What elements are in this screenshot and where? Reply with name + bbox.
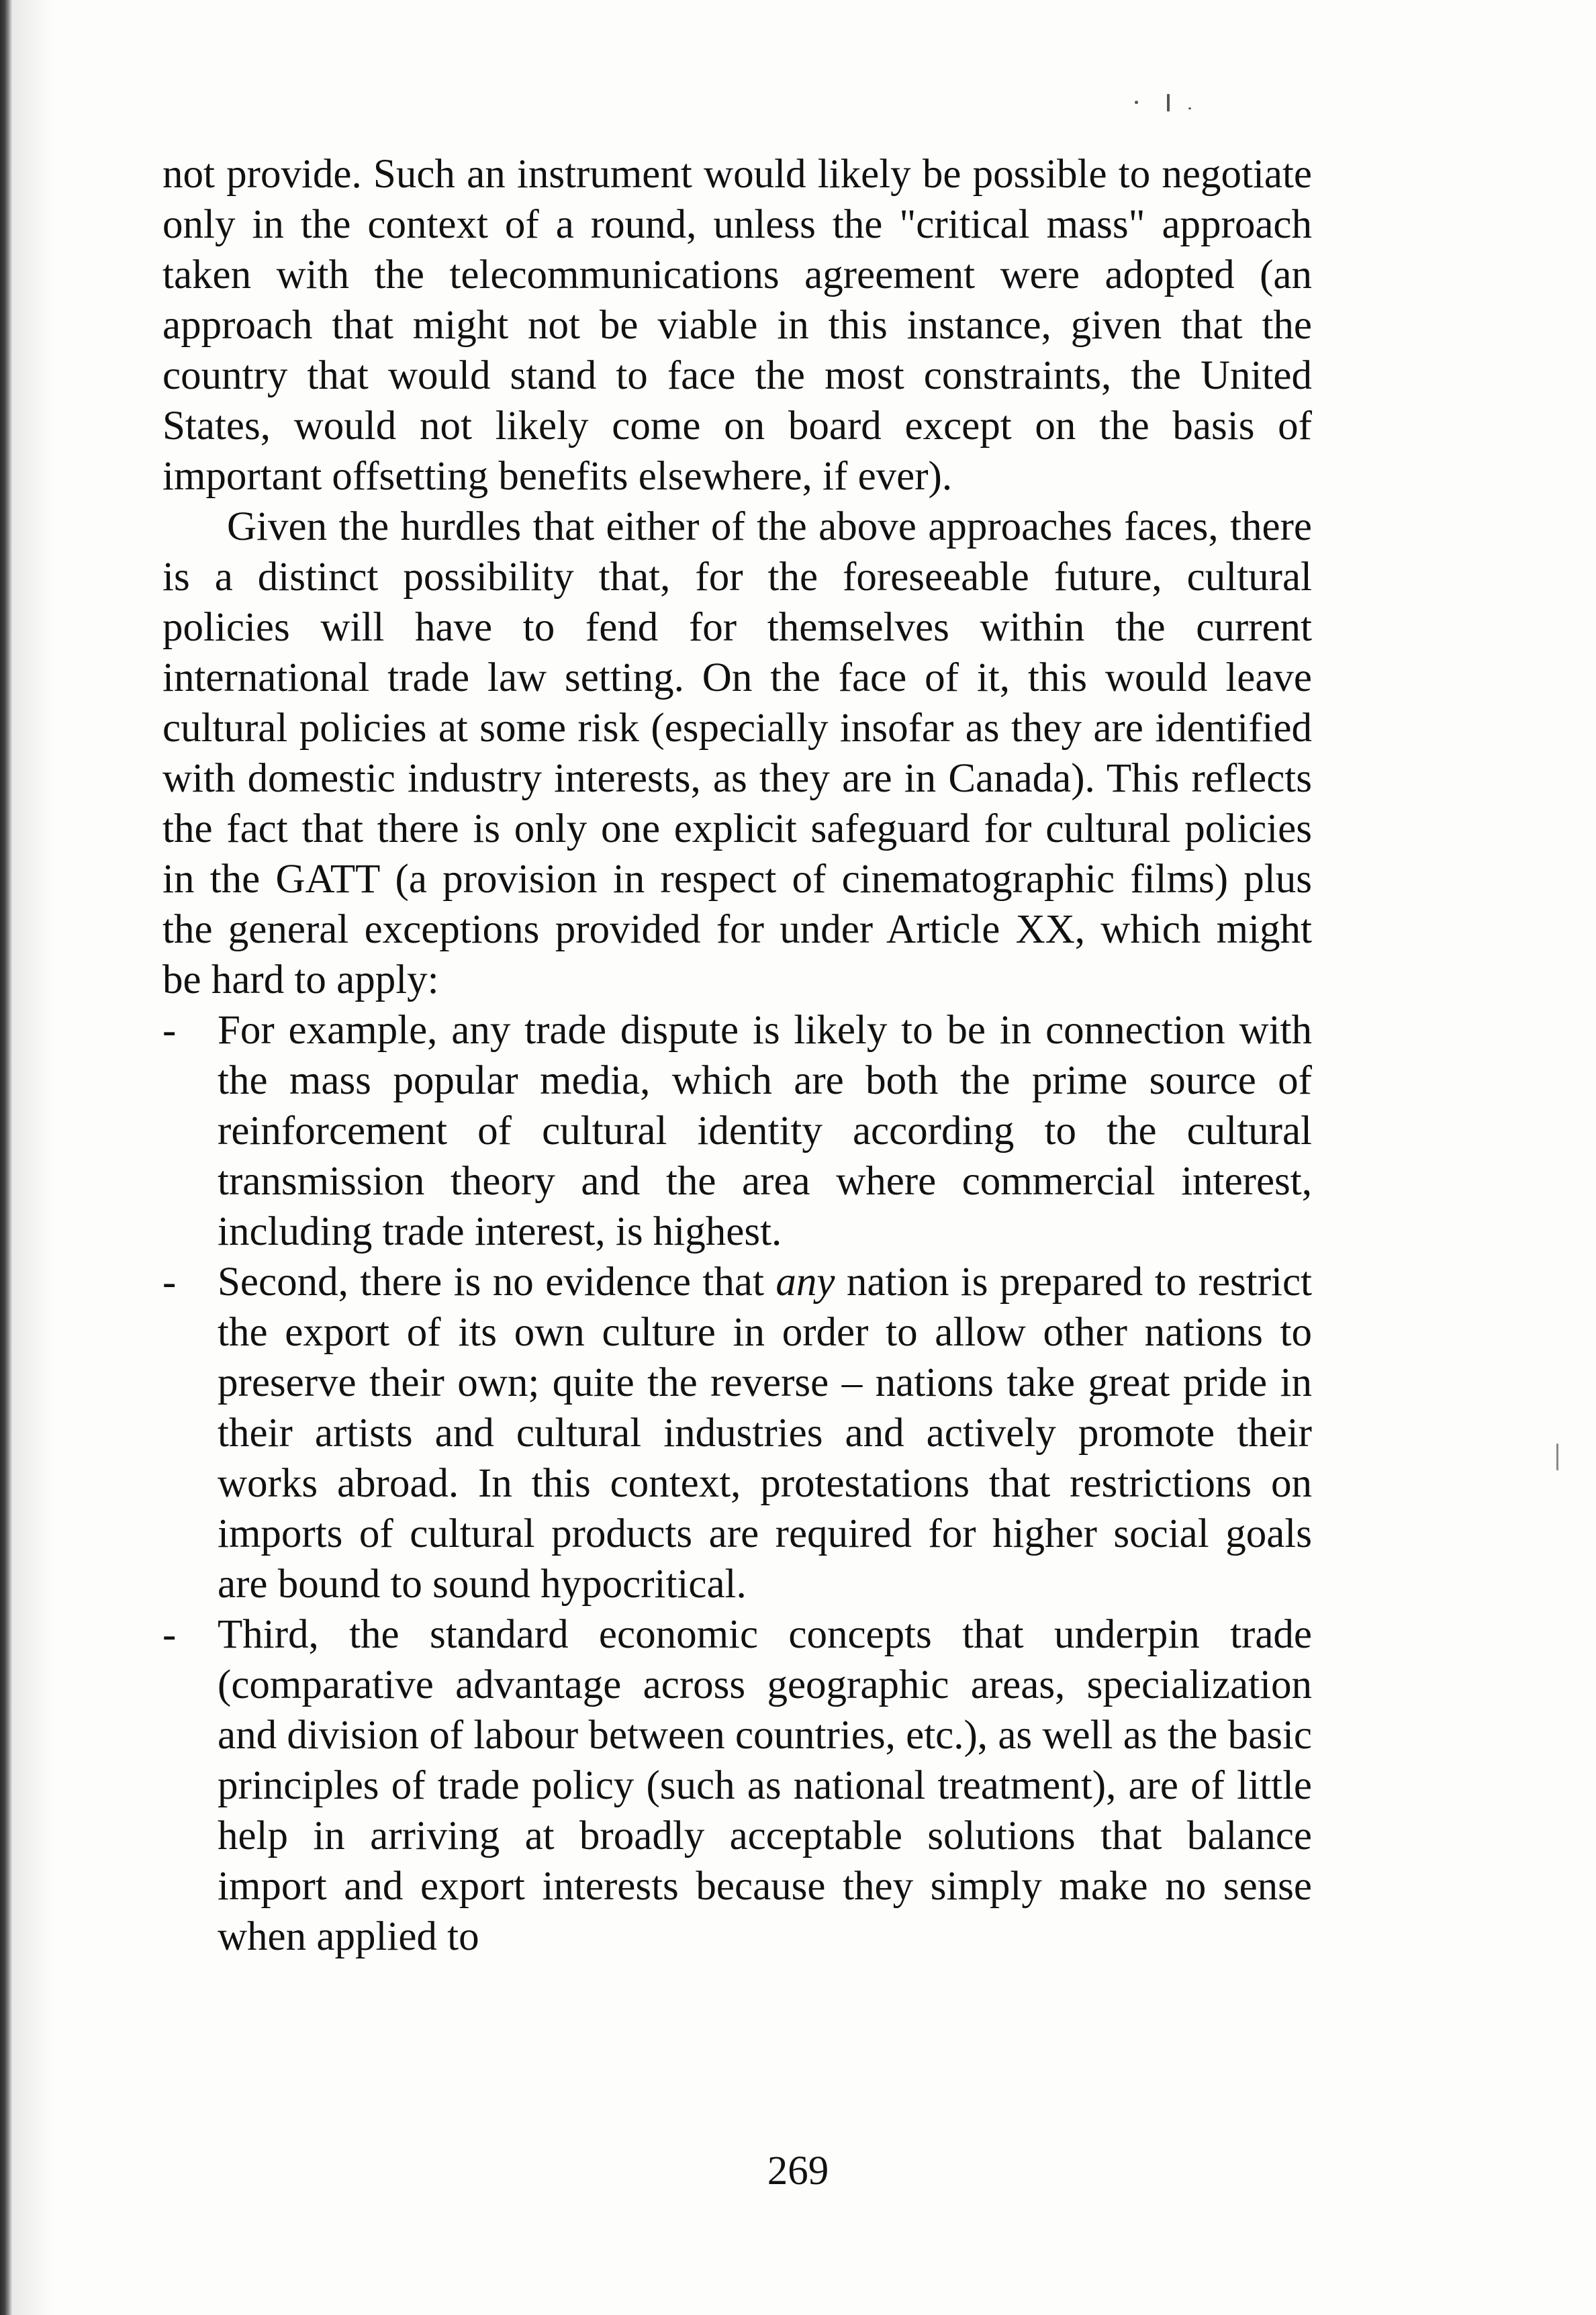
bullet-dash: - xyxy=(162,1612,177,1657)
list-item xyxy=(162,1609,1312,1962)
body-text xyxy=(162,149,1312,1962)
scan-speck xyxy=(1188,107,1191,109)
book-binding-edge xyxy=(0,0,12,2315)
binding-shadow xyxy=(12,0,52,2315)
paragraph-hurdles: Given the hurdles that either of the above approaches faces, there is a distinct possibility that, for the foreseeable future, cultural policies will have to fend for themselves within the current international trade law setting. On the face of it, this would leave cultural policies at some risk (especially insofar as they are identified with domestic industry interests, as they are in Canada). This reflects the fact that there is only one explicit safeguard for cultural policies in the GATT (a provision in respect of cinematographic films) plus the general exceptions provided for under Article XX, which might be hard to apply: xyxy=(162,504,1312,1002)
bullet-dash: - xyxy=(162,1260,177,1305)
bullet-text-second-start: Second, there is no evidence that xyxy=(218,1260,776,1305)
scan-speck xyxy=(1135,101,1138,104)
paragraph-continued: not provide. Such an instrument would likely be possible to negotiate only in the context of a round, unless the "critical mass" approach taken with the telecommunications agreement were adopted (an approach that might not be viable in this instance, given that the country that would stand to face the most constraints, the United States, would not likely come on board except on the basis of important offsetting benefits elsewhere, if ever). xyxy=(162,152,1312,499)
list-item xyxy=(162,1005,1312,1257)
list-item xyxy=(162,1257,1312,1609)
bullet-text-third: Third, the standard economic concepts that underpin trade (comparative advantage across geographic areas, specialization and division of labour between countries, etc.), as well as the basic principles of trade policy (such as national treatment), are of little help in arriving at broadly acceptable solutions that balance import and export interests because they simply make no sense when applied to xyxy=(218,1612,1312,1959)
bullet-dash: - xyxy=(162,1008,177,1053)
bullet-text-second-rest: nation is prepared to restrict the export of its own culture in order to allow other nations to preserve their own; quite the reverse – nations take great pride in their artists and cultural industries and actively promote their works abroad. In this context, protestations that restrictions on imports of cultural products are required for higher social goals are bound to sound hypocritical. xyxy=(218,1260,1312,1607)
bullet-list xyxy=(162,1005,1312,1962)
scan-speck xyxy=(1167,94,1170,111)
bullet-text-example: For example, any trade dispute is likely to be in connection with the mass popular media, which are both the prime source of reinforcement of cultural identity according to the cultural transmission theory and the area where commercial interest, including trade interest, is highest. xyxy=(218,1008,1312,1254)
scan-speck xyxy=(1556,1444,1558,1470)
emphasized-word: any xyxy=(776,1260,835,1305)
page-number: 269 xyxy=(767,2148,829,2193)
